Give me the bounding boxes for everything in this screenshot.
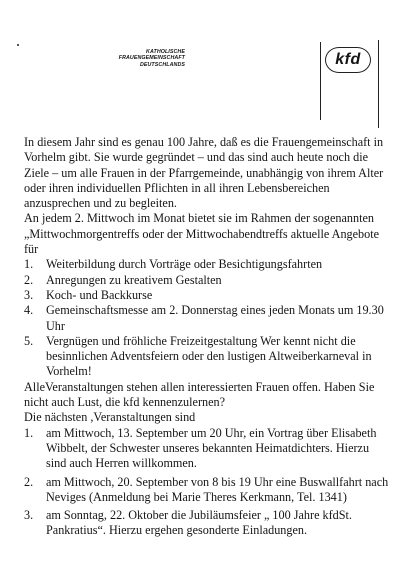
- intro-paragraph: In diesem Jahr sind es genau 100 Jahre, daß es die Frauengemeinschaft in Vorhelm gibt. Sie wurde gegründet – und das sind auch heute noch die Ziele – um alle Frauen in der Pfarrgemeinde, unabhängig von ihrem Alter oder ihren individuellen Pflichten in all ihren Lebensbereichen anzusprechen und zu begleiten.: [24, 135, 384, 211]
- item-number: 1.: [24, 257, 34, 272]
- item-text: am Mittwoch, 13. September um 20 Uhr, ein Vortrag über Elisabeth Wibbelt, der Schwester unseres bekannten Heimatdichters. Hierzu sind auch Herren willkommen.: [46, 425, 377, 471]
- item-number: 2.: [24, 272, 34, 287]
- list-item: [24, 426, 390, 472]
- scan-mark: [17, 44, 19, 46]
- item-number: 1.: [24, 425, 34, 440]
- item-text: Weiterbildung durch Vorträge oder Besichtigungsfahrten: [46, 257, 323, 272]
- invite-paragraph: AlleVeranstaltungen stehen allen interessierten Frauen offen. Haben Sie nicht auch Lust, die kfd kennenzulernen?: [24, 379, 375, 410]
- divider-line: [378, 40, 379, 128]
- item-text: Vergnügen und fröhliche Freizeitgestaltung Wer kennt nicht die besinnlichen Adventsfeiern oder den lustigen Altweiberkarneval in Vorhelm!: [46, 333, 372, 379]
- events-heading: Die nächsten ,Veranstaltungen sind: [24, 410, 196, 425]
- list-item: [24, 334, 390, 380]
- item-text: am Mittwoch, 20. September von 8 bis 19 Uhr eine Buswallfahrt nach Neviges (Anmeldung bei Marie Theres Kerkmann, Tel. 1341): [46, 474, 389, 504]
- item-number: 4.: [24, 303, 34, 318]
- item-text: am Sonntag, 22. Oktober die Jubiläumsfeier „ 100 Jahre kfdSt. Pankratius“. Hierzu ergehen gesonderte Einladungen.: [46, 508, 352, 538]
- org-line: KATHOLISCHE: [146, 49, 185, 55]
- list-item: [24, 508, 390, 539]
- list-item: [24, 288, 390, 303]
- item-text: Koch- und Backkurse: [46, 287, 153, 302]
- item-number: 5.: [24, 333, 34, 348]
- item-number: 3.: [24, 508, 34, 523]
- offer-intro-paragraph: An jedem 2. Mittwoch im Monat bietet sie im Rahmen der sogenannten „Mittwochmorgentreffs oder der Mittwochabendtreffs aktuelle Angebote für: [24, 211, 380, 257]
- item-text: Anregungen zu kreativem Gestalten: [46, 272, 222, 287]
- divider-line: [320, 42, 321, 120]
- item-text: Gemeinschaftsmesse am 2. Donnerstag eines jeden Monats um 19.30 Uhr: [46, 303, 384, 333]
- org-name: [65, 49, 185, 68]
- item-number: 2.: [24, 474, 34, 489]
- item-number: 3.: [24, 287, 34, 302]
- list-item: [24, 303, 390, 334]
- kfd-logo: kfd: [325, 47, 371, 73]
- org-line: FRAUENGEMEINSCHAFT: [118, 55, 185, 62]
- org-line: DEUTSCHLANDS: [139, 61, 185, 68]
- list-item: [24, 273, 390, 288]
- offers-list: [24, 257, 390, 379]
- list-item: [24, 257, 390, 272]
- list-item: [24, 475, 390, 506]
- events-list: [24, 426, 390, 539]
- article-body: [24, 135, 390, 539]
